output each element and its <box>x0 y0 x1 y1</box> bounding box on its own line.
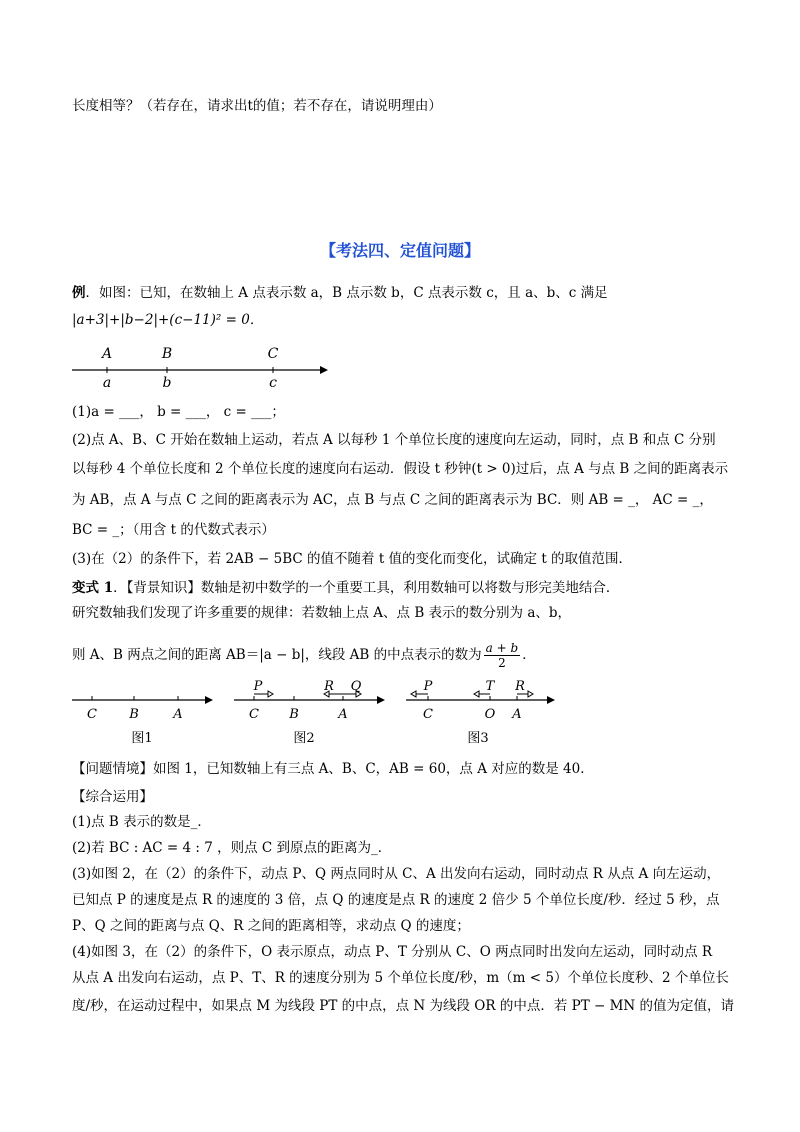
example-q3: (3)在（2）的条件下，若 2AB − 5BC 的值不随着 t 值的变化而变化，试确定 t 的取值范围． <box>72 551 633 567</box>
figure-1 <box>70 676 220 746</box>
figure-2 <box>232 676 392 746</box>
sub-question-4-line3: 度/秒，在运动过程中，如果点 M 为线段 PT 的中点，点 N 为线段 OR 的中点．若 PT − MN 的值为定值，请 <box>72 998 735 1014</box>
fig2-arrow-label: R <box>324 679 334 694</box>
sub-question-2: (2)若 BC : AC = 4 : 7 ，则点 C 到原点的距离为_． <box>72 840 392 856</box>
point-label-lower: b <box>162 375 172 391</box>
example-intro <box>72 283 732 303</box>
fig3-label: A <box>512 707 522 722</box>
fig3-t-arrowhead <box>474 691 479 697</box>
example-line1: ．如图：已知，在数轴上 A 点表示数 a，B 点示数 b，C 点表示数 c，且 a、b、c 满足 <box>85 285 608 301</box>
fig1-label: B <box>129 707 139 722</box>
sub-question-3-line2: 已知点 P 的速度是点 R 的速度的 3 倍，点 Q 的速度是点 R 的速度 2 倍少 5 个单位长度/秒．经过 5 秒，点 <box>72 892 720 908</box>
fig3-p-arrowhead <box>411 691 416 697</box>
fig3-r-arrowhead <box>528 691 533 697</box>
example-formula: |a+3|+|b−2|+(c−11)² = 0． <box>72 312 264 328</box>
fig3-arrowhead <box>547 696 555 704</box>
variant-line3-end: ． <box>522 647 536 663</box>
point-label-lower: c <box>269 375 277 391</box>
sub-question-4-line1: (4)如图 3，在（2）的条件下，O 表示原点，动点 P、T 分别从 C、O 两点同时出发向左运动，同时动点 R <box>72 944 713 960</box>
variant-line2: 研究数轴我们发现了许多重要的规律：若数轴上点 A、点 B 表示的数分别为 a、b， <box>72 605 572 621</box>
fig3-arrow-label: P <box>423 679 433 694</box>
previous-question-ending: 长度相等？（若存在，请求出t的值；若不存在，请说明理由） <box>72 98 442 114</box>
fig2-label: A <box>338 707 348 722</box>
fraction-denominator: 2 <box>498 656 506 670</box>
variant-intro <box>72 578 732 598</box>
fig2-arrowhead <box>377 696 385 704</box>
sub-question-1: (1)点 B 表示的数是_． <box>72 814 211 830</box>
problem-situation: 【问题情境】如图 1，已知数轴上有三点 A、B、C，AB = 60，点 A 对应的数是 40． <box>72 761 594 777</box>
point-label-upper: C <box>267 346 279 362</box>
comprehensive-application: 【综合运用】 <box>72 789 153 805</box>
midpoint-fraction <box>484 641 521 670</box>
fig3-label: O <box>484 707 496 722</box>
variant-label: 变式 1 <box>72 580 114 596</box>
sub-question-4-line2: 从点 A 出发向右运动，点 P、T、R 的速度分别为 5 个单位长度/秒，m（m < 5）个单位长度秒、2 个单位长 <box>72 970 729 986</box>
point-label-upper: B <box>161 346 173 362</box>
section-heading: 【考法四、定值问题】 <box>319 241 480 260</box>
fraction-numerator: a + b <box>485 641 519 655</box>
fig1-label: C <box>87 707 97 722</box>
fig2-p-arrowhead <box>268 691 273 697</box>
number-line-arrowhead <box>320 366 328 374</box>
variant-line3 <box>72 638 732 672</box>
point-label-lower: a <box>102 375 112 391</box>
example-q1: (1)a = ___， b = ___， c = ___； <box>72 404 285 420</box>
fig1-arrowhead <box>205 696 213 704</box>
fig3-caption: 图3 <box>467 731 489 746</box>
example-label: 例 <box>72 285 86 301</box>
fig1-caption: 图1 <box>131 731 153 746</box>
variant-line1: ．【背景知识】数轴是初中数学的一个重要工具，利用数轴可以将数与形完美地结合． <box>113 580 620 596</box>
sub-question-3-line3: P、Q 之间的距离与点 Q、R 之间的距离相等，求动点 Q 的速度； <box>72 918 470 934</box>
fig2-arrow-label: Q <box>350 679 362 694</box>
fig1-label: A <box>173 707 183 722</box>
fig2-arrow-label: P <box>253 679 263 694</box>
fig2-label: B <box>289 707 299 722</box>
fig2-label: C <box>249 707 259 722</box>
example-q2-line1: (2)点 A、B、C 开始在数轴上运动，若点 A 以每秒 1 个单位长度的速度向左运动，同时，点 B 和点 C 分别 <box>72 432 716 448</box>
example-q2-line4: BC = _；（用含 t 的代数式表示） <box>72 522 275 538</box>
point-label-upper: A <box>101 346 113 362</box>
example-q2-line3: 为 AB，点 A 与点 C 之间的距离表示为 AC，点 B 与点 C 之间的距离表示为 BC．则 AB = _， AC = _， <box>72 492 713 508</box>
fig3-arrow-label: R <box>515 679 525 694</box>
fig3-arrow-label: T <box>485 679 495 694</box>
sub-question-3-line1: (3)如图 2，在（2）的条件下，动点 P、Q 两点同时从 C、A 出发向右运动，同时动点 R 从点 A 向左运动， <box>72 866 721 882</box>
example-number-line <box>70 340 340 392</box>
example-q2-line2: 以每秒 4 个单位长度和 2 个单位长度的速度向右运动．假设 t 秒钟(t > 0)过后，点 A 与点 B 之间的距离表示 <box>72 461 729 477</box>
fig3-label: C <box>423 707 433 722</box>
figure-3 <box>404 676 564 746</box>
fig2-caption: 图2 <box>293 731 315 746</box>
variant-line3-text: 则 A、B 两点之间的距离 AB＝|a − b|，线段 AB 的中点表示的数为 <box>72 647 482 663</box>
